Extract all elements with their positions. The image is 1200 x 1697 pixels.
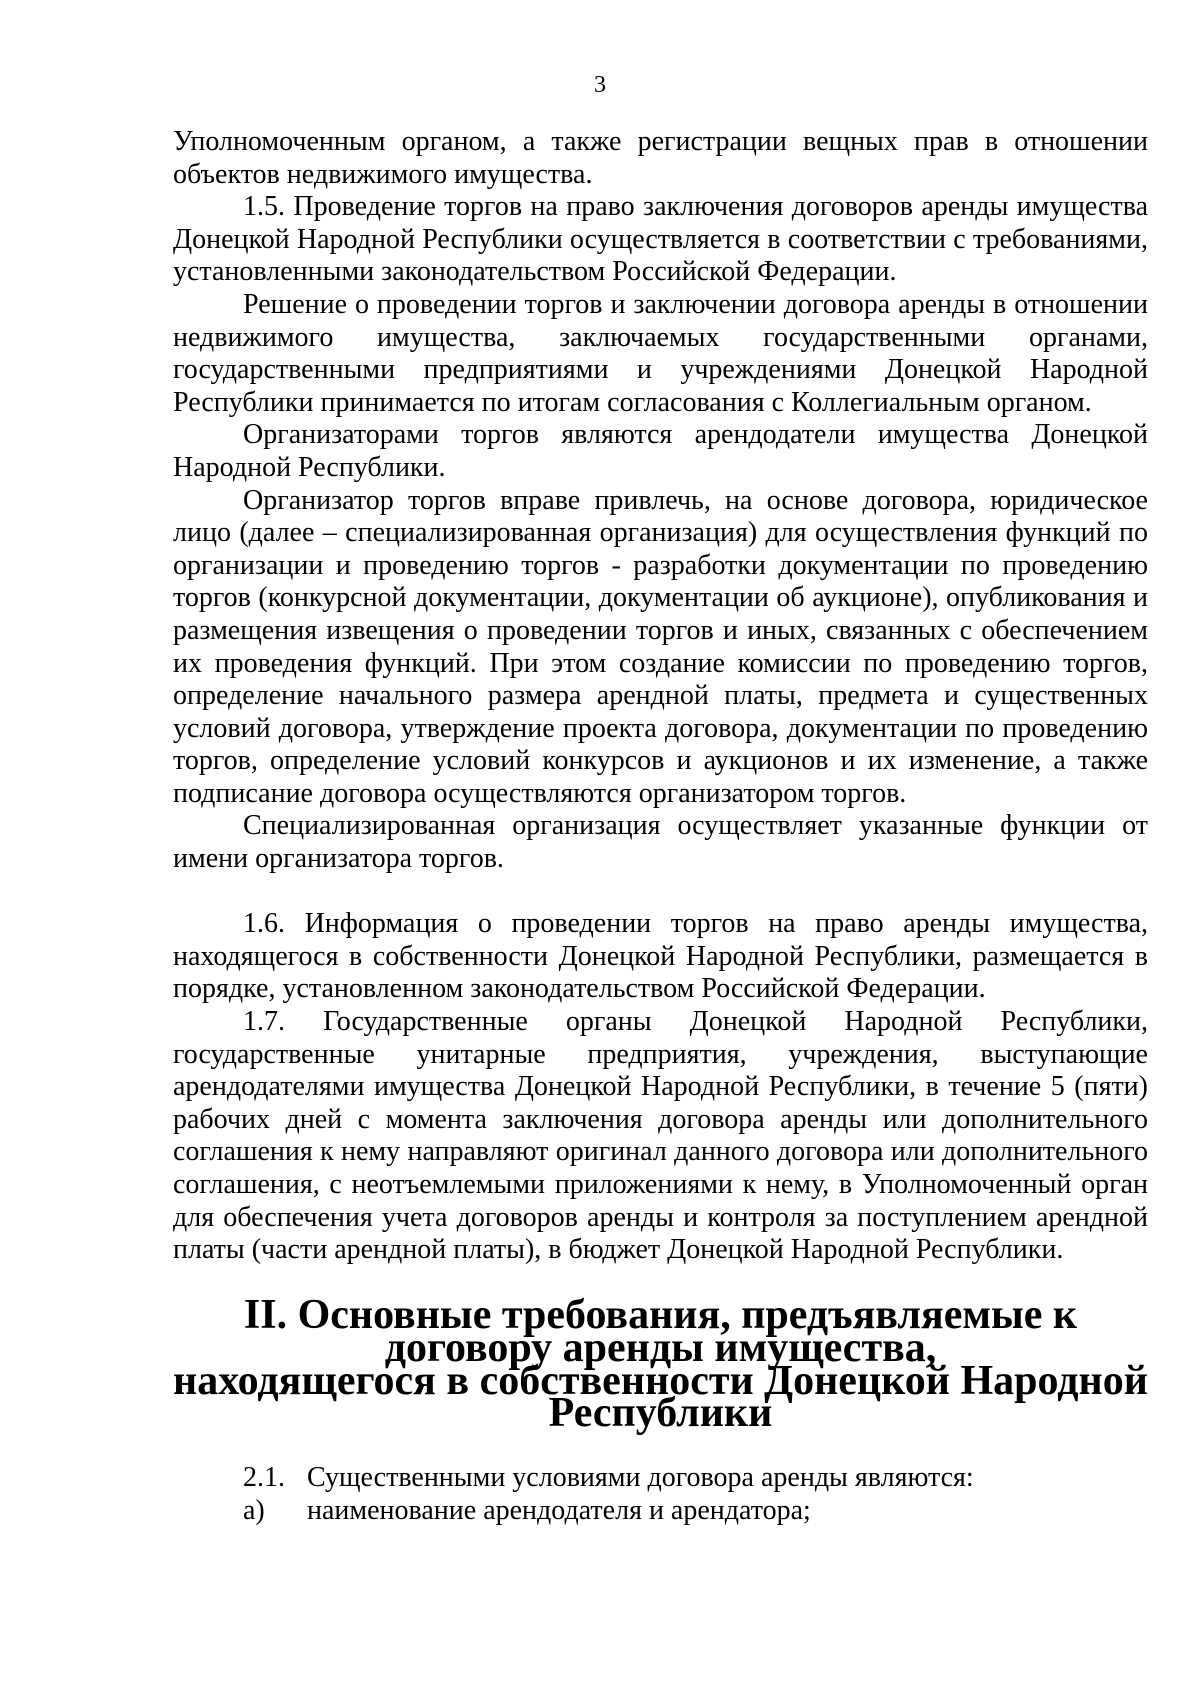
- page-number: 3: [594, 72, 606, 98]
- paragraph: Организатор торгов вправе привлечь, на основе договора, юридическое лицо (далее – специализированная организация) для осуществления функций по организации и проведению торгов - разработки документации по проведению торгов (конкурсной документации, документации об аукционе), опубликования и размещения извещения о проведении торгов и иных, связанных с обеспечением их проведения функций. При этом создание комиссии по проведению торгов, определение начального размера арендной платы, предмета и существенных условий договора, утверждение проекта договора, документации по проведению торгов, определение условий конкурсов и аукционов и их изменение, а также подписание договора осуществляются организатором торгов.: [173, 484, 1148, 809]
- paragraph: Решение о проведении торгов и заключении договора аренды в отношении недвижимого имущества, заключаемых государственными органами, государственными предприятиями и учреждениями Донецкой Народной Республики принимается по итогам согласования с Коллегиальным органом.: [173, 288, 1148, 418]
- paragraph: Организаторами торгов являются арендодатели имущества Донецкой Народной Республики.: [173, 419, 1148, 483]
- section-heading-line: II. Основные требования, предъявляемые к договору аренды имущества,: [243, 1292, 1078, 1371]
- list-item: [173, 1495, 1148, 1528]
- paragraph: Уполномоченным органом, а также регистрации вещных прав в отношении объектов недвижимого имущества.: [173, 126, 1148, 190]
- paragraph-gap: [173, 876, 1148, 909]
- list-item-text: Существенными условиями договора аренды являются:: [307, 1462, 974, 1494]
- list-item-letter: а): [243, 1494, 265, 1526]
- list-item: [173, 1462, 1148, 1495]
- section-heading-line: находящегося в собственности Донецкой Народной Республики: [173, 1357, 1148, 1437]
- paragraph-1-6: 1.6. Информация о проведении торгов на право аренды имущества, находящегося в собственности Донецкой Народной Республики, размещается в порядке, установленном законодательством Российской Федерации.: [173, 908, 1148, 1005]
- list-item-text: наименование арендодателя и арендатора;: [307, 1494, 811, 1526]
- list-item-number: 2.1.: [243, 1462, 285, 1494]
- paragraph: Специализированная организация осуществляет указанные функции от имени организатора торгов.: [173, 810, 1148, 875]
- paragraph-1-7: 1.7. Государственные органы Донецкой Народной Республики, государственные унитарные предприятия, учреждения, выступающие арендодателями имущества Донецкой Народной Республики, в течение 5 (пяти) рабочих дней с момента заключения договора аренды или дополнительного соглашения к нему направляют оригинал данного договора или дополнительного соглашения, с неотъемлемыми приложениями к нему, в Уполномоченный орган для обеспечения учета договоров аренды и контроля за поступлением арендной платы (части арендной платы), в бюджет Донецкой Народной Республики.: [173, 1006, 1148, 1266]
- section-heading: [173, 1292, 1148, 1437]
- document-body: [173, 126, 1148, 1528]
- paragraph-1-5: 1.5. Проведение торгов на право заключения договоров аренды имущества Донецкой Народной Республики осуществляется в соответствии с требованиями, установленными законодательством Российской Федерации.: [173, 191, 1148, 288]
